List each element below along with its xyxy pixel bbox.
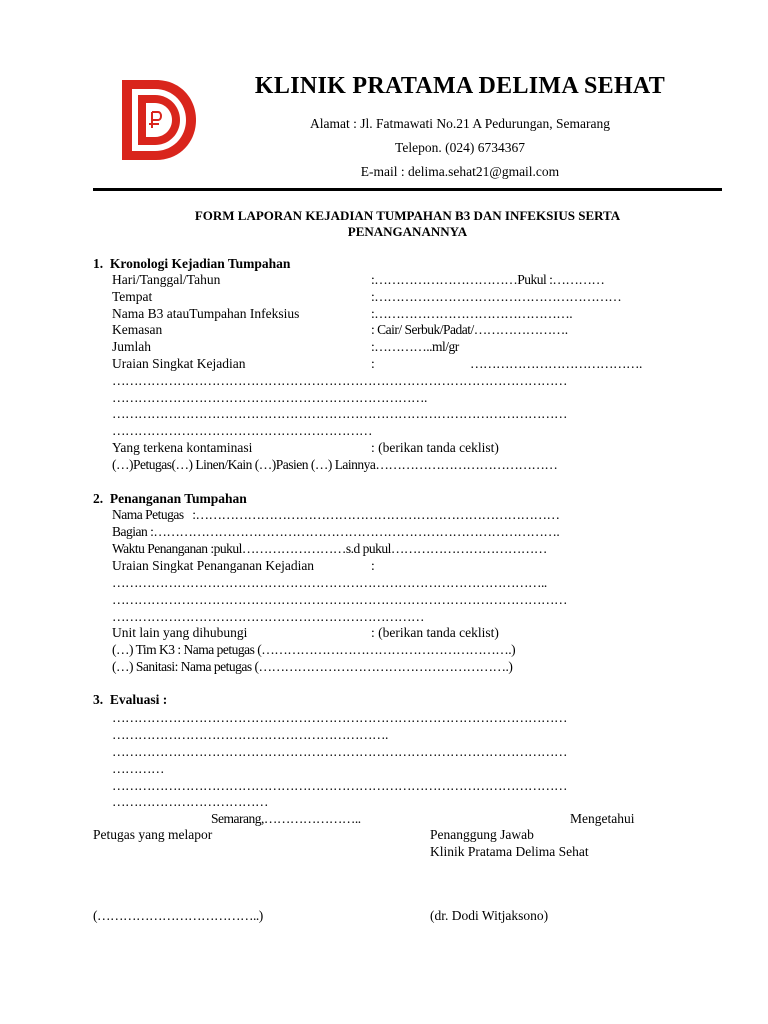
uraian-penanganan-line[interactable]: ………………………………………………………………………………………..: [112, 575, 547, 590]
hari-label: Hari/Tanggal/Tahun: [112, 272, 221, 287]
uraian-line[interactable]: ……………………………………………………: [112, 423, 372, 438]
uraian-penanganan-label: Uraian Singkat Penanganan Kejadian: [112, 558, 315, 573]
section2-heading: 2. Penanganan Tumpahan: [93, 491, 247, 506]
uraian-penanganan-colon: :: [371, 558, 375, 573]
hari-field[interactable]: :……………………………Pukul :…………: [371, 272, 605, 287]
kemasan-label: Kemasan: [112, 322, 163, 337]
evaluasi-line[interactable]: ……………………………………………………….: [112, 727, 388, 742]
uraian-penanganan-line[interactable]: ……………………………………………………………………………………………: [112, 592, 567, 607]
nama-b3-label: Nama B3 atauTumpahan Infeksius: [112, 306, 300, 321]
clinic-email: E-mail : delima.sehat21@gmail.com: [360, 164, 560, 179]
signature-left-field[interactable]: (………………………………..): [93, 908, 263, 923]
section3-heading: 3. Evaluasi :: [93, 692, 168, 707]
uraian-field[interactable]: ………………………………….: [470, 356, 642, 371]
kontaminasi-instruction: : (berikan tanda ceklist): [371, 440, 499, 455]
jumlah-label: Jumlah: [112, 339, 151, 354]
kontaminasi-label: Yang terkena kontaminasi: [112, 440, 253, 455]
evaluasi-line[interactable]: ……………………………………………………………………………………………: [112, 744, 567, 759]
evaluasi-line[interactable]: …………: [112, 761, 164, 776]
mengetahui-label: Mengetahui: [570, 811, 635, 826]
signature-right-name: (dr. Dodi Witjaksono): [430, 908, 549, 923]
kemasan-field[interactable]: : Cair/ Serbuk/Padat/………………….: [371, 322, 568, 337]
uraian-label: Uraian Singkat Kejadian: [112, 356, 246, 371]
uraian-line[interactable]: ……………………………………………………………………………………………: [112, 373, 567, 388]
uraian-line[interactable]: ……………………………………………………………….: [112, 390, 427, 405]
clinic-name: KLINIK PRATAMA DELIMA SEHAT: [254, 73, 666, 99]
evaluasi-line[interactable]: ………………………………: [112, 794, 268, 809]
clinic-address: Alamat : Jl. Fatmawati No.21 A Pedurungan, Semarang: [310, 116, 610, 131]
nama-petugas-field[interactable]: Nama Petugas :…………………………………………………………………………: [112, 507, 560, 522]
uraian-line[interactable]: ……………………………………………………………………………………………: [112, 406, 567, 421]
unit-lain-instruction: : (berikan tanda ceklist): [371, 625, 499, 640]
evaluasi-line[interactable]: ……………………………………………………………………………………………: [112, 710, 567, 725]
unit-lain-label: Unit lain yang dihubungi: [112, 625, 248, 640]
tempat-field[interactable]: :…………………………………………………: [371, 289, 622, 304]
jumlah-field[interactable]: :…………..ml/gr: [371, 339, 459, 354]
evaluasi-line[interactable]: ……………………………………………………………………………………………: [112, 778, 567, 793]
tim-k3-field[interactable]: (…) Tim K3 : Nama petugas (………………………………………………….): [112, 642, 516, 657]
kontaminasi-checklist[interactable]: (…)Petugas(…) Linen/Kain (…)Pasien (…) Lainnya……………………………………: [112, 457, 558, 472]
penanggung-jawab-label: Penanggung Jawab: [430, 827, 534, 842]
sanitasi-field[interactable]: (…) Sanitasi: Nama petugas (………………………………………………….): [112, 659, 513, 674]
form-title-line1: FORM LAPORAN KEJADIAN TUMPAHAN B3 DAN INFEKSIUS SERTA: [194, 208, 621, 223]
section1-heading: 1. Kronologi Kejadian Tumpahan: [93, 256, 291, 271]
nama-b3-field[interactable]: :……………………………………….: [371, 306, 573, 321]
header-divider: [93, 188, 722, 191]
clinic-sign-label: Klinik Pratama Delima Sehat: [430, 844, 589, 859]
tempat-label: Tempat: [112, 289, 153, 304]
uraian-penanganan-line[interactable]: ………………………………………………………………: [112, 609, 424, 624]
city-date-field[interactable]: Semarang,…………………..: [211, 811, 361, 826]
petugas-melapor-label: Petugas yang melapor: [93, 827, 213, 842]
clinic-logo: [118, 76, 198, 164]
bagian-field[interactable]: Bagian :………………………………………………………………………………….: [112, 524, 560, 539]
form-title: [93, 208, 722, 240]
waktu-penanganan-field[interactable]: Waktu Penanganan :pukul……………………s.d pukul………………………………: [112, 541, 547, 556]
form-title-line2: PENANGANANNYA: [347, 224, 468, 239]
uraian-colon: :: [371, 356, 375, 371]
clinic-phone: Telepon. (024) 6734367: [395, 140, 525, 155]
